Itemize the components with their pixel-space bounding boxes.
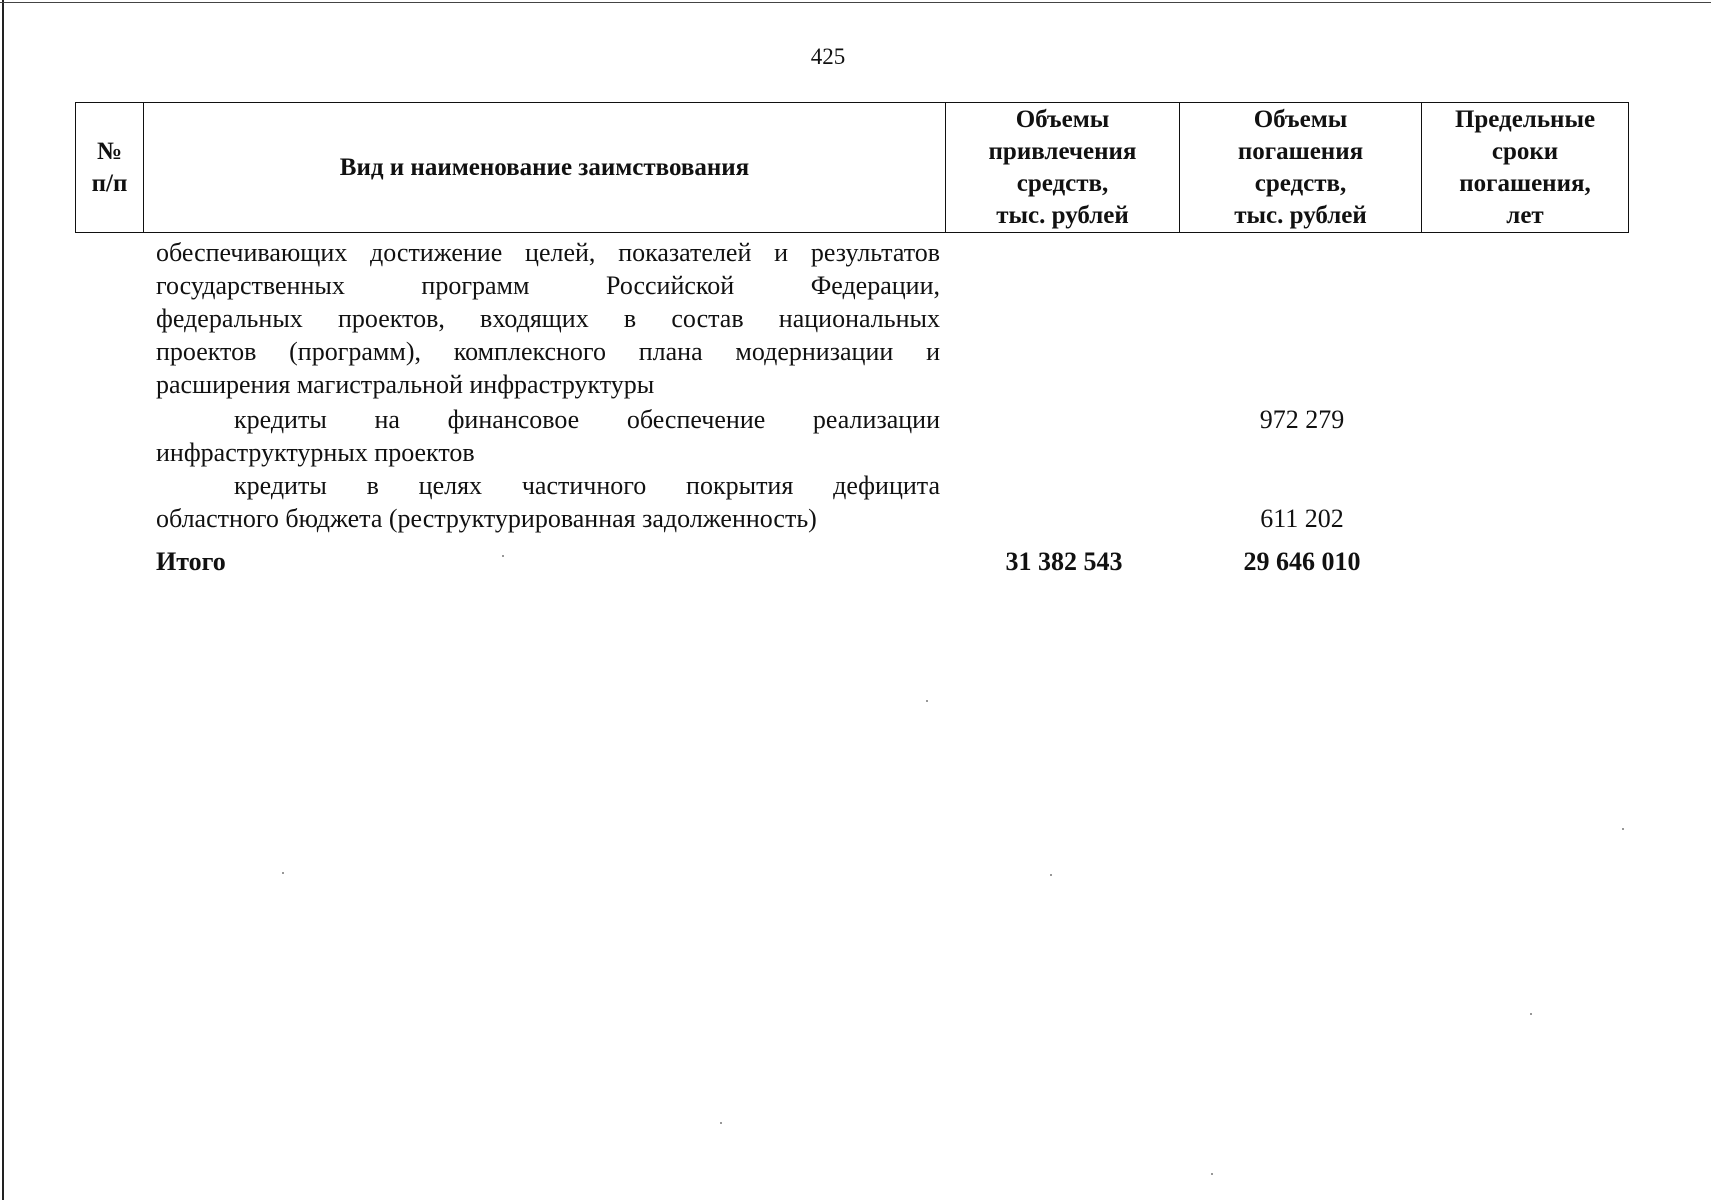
scan-speck xyxy=(282,872,284,874)
row-deficit-credits xyxy=(156,469,940,535)
row-deficit-repay-value: 611 202 xyxy=(1260,504,1344,533)
total-label: Итого xyxy=(156,547,226,576)
header-attract-volume: Объемы привлечения средств, тыс. рублей xyxy=(946,103,1180,233)
scan-speck xyxy=(1050,874,1052,876)
scan-speck xyxy=(720,1122,722,1124)
scan-edge-left xyxy=(2,0,4,1200)
scan-speck xyxy=(502,555,504,557)
text-line: кредиты на финансовое обеспечение реализации xyxy=(234,405,940,434)
text-line: обеспечивающих достижение целей, показателей и результатов xyxy=(156,238,940,267)
header-number: № п/п xyxy=(76,103,144,233)
text-line: государственных программ Российской Федерации, xyxy=(156,271,940,300)
text-line: кредиты в целях частичного покрытия дефицита xyxy=(234,471,940,500)
header-row xyxy=(76,103,1629,233)
table-header xyxy=(75,102,1629,233)
scan-speck xyxy=(1622,828,1624,830)
page-number: 425 xyxy=(810,44,846,69)
scan-edge-top xyxy=(0,2,1711,3)
header-repay-term: Предельные сроки погашения, лет xyxy=(1422,103,1629,233)
header-borrowing-type: Вид и наименование заимствования xyxy=(144,103,946,233)
header-repay-volume: Объемы погашения средств, тыс. рублей xyxy=(1180,103,1422,233)
text-line: инфраструктурных проектов xyxy=(156,438,475,467)
scan-speck xyxy=(1530,1013,1532,1015)
scan-speck xyxy=(1211,1173,1213,1175)
row-infrastructure-repay-value: 972 279 xyxy=(1259,405,1345,434)
text-line: федеральных проектов, входящих в состав национальных xyxy=(156,304,940,333)
text-line: проектов (программ), комплексного плана модернизации и xyxy=(156,337,940,366)
row-infrastructure-credits xyxy=(156,403,940,469)
text-line: областного бюджета (реструктурированная задолженность) xyxy=(156,504,817,533)
continuation-text xyxy=(156,236,940,401)
scan-speck xyxy=(926,700,928,702)
total-attract-value: 31 382 543 xyxy=(1005,547,1123,576)
total-repay-value: 29 646 010 xyxy=(1243,547,1361,576)
text-line: расширения магистральной инфраструктуры xyxy=(156,370,655,399)
